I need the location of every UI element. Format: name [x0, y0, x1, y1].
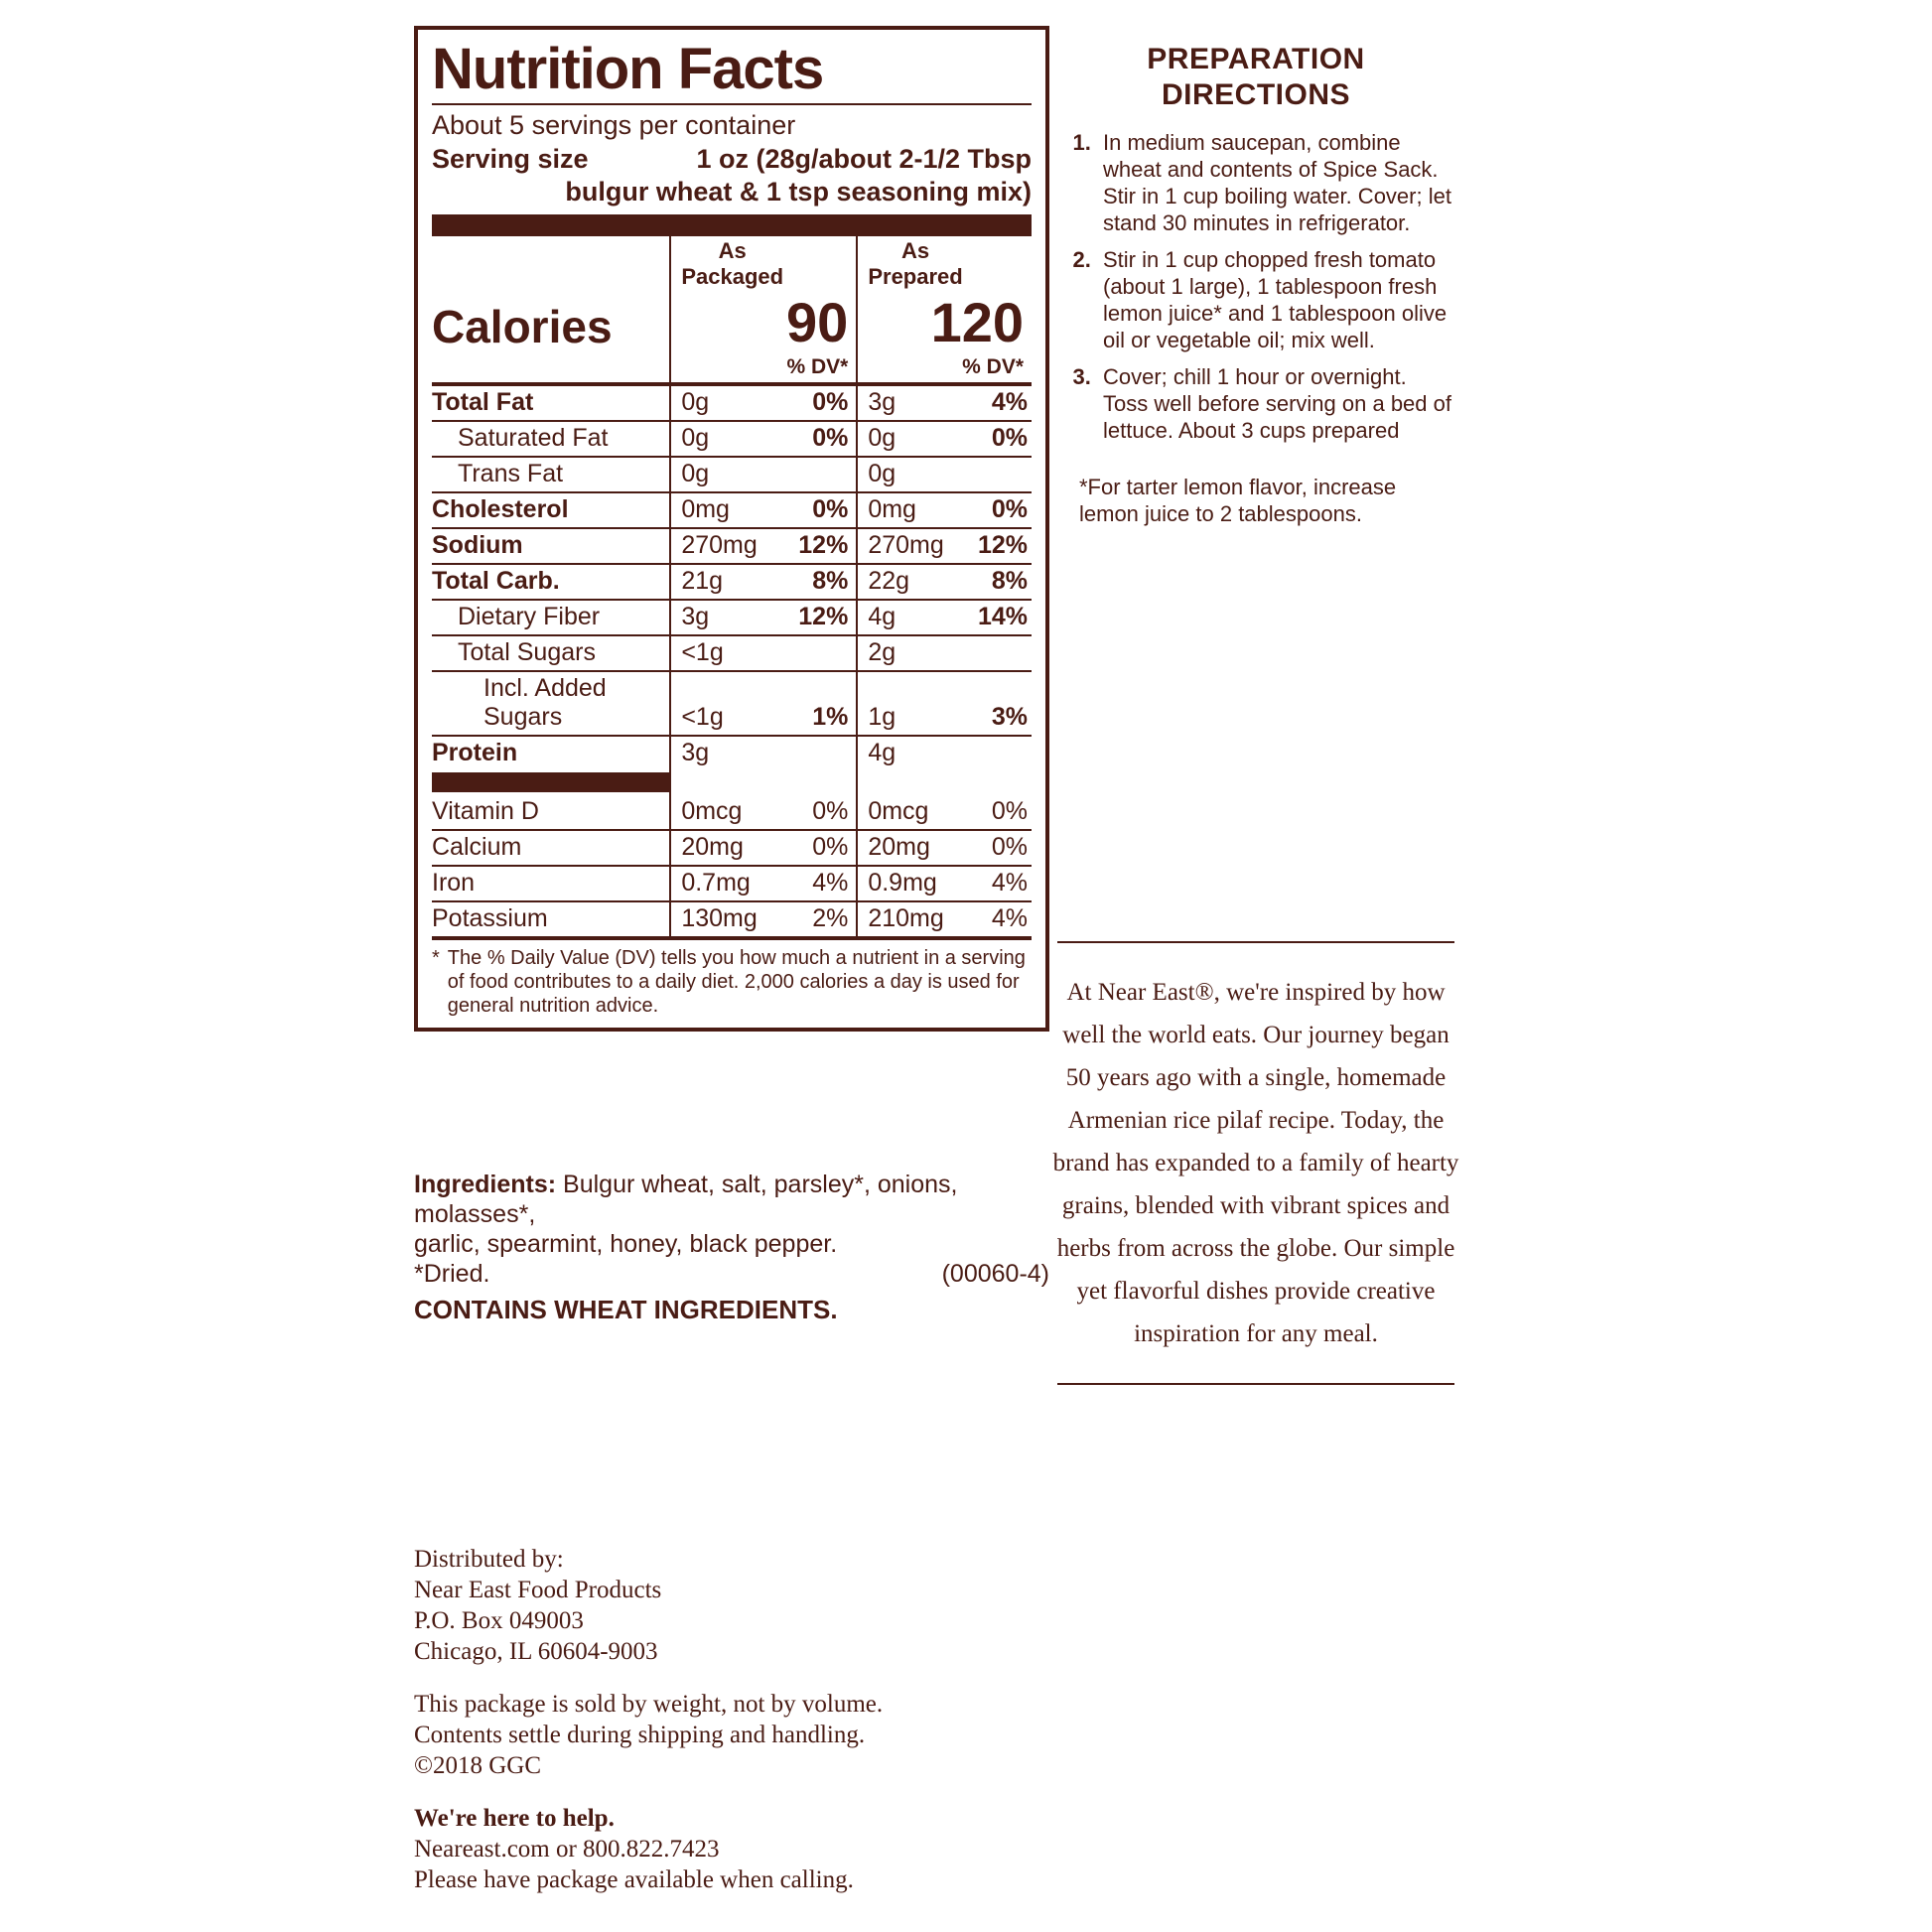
dv-header-row — [432, 353, 1032, 384]
weight-notice-1: This package is sold by weight, not by volume. — [414, 1691, 884, 1718]
amount-as-packaged: 0g — [670, 457, 783, 492]
dv-as-packaged: 0% — [783, 384, 857, 421]
nutrient-name: Calcium — [432, 830, 670, 866]
dv-as-prepared: 0% — [963, 830, 1032, 866]
dried-note: *Dried. — [414, 1260, 490, 1288]
help-instruction: Please have package available when calling. — [414, 1866, 854, 1893]
thick-divider — [432, 214, 1032, 236]
section-separator-bar — [432, 770, 1032, 795]
dv-as-prepared — [963, 736, 1032, 770]
dv-as-prepared: 4% — [963, 384, 1032, 421]
dv-as-prepared: 3% — [963, 671, 1032, 736]
amount-as-packaged: <1g — [670, 635, 783, 671]
table-row — [432, 795, 1032, 830]
nutrient-name: Total Fat — [432, 384, 670, 421]
dv-as-prepared: 4% — [963, 866, 1032, 901]
amount-as-packaged: 3g — [670, 600, 783, 635]
footnote-asterisk: * — [432, 947, 440, 969]
daily-value-footnote — [432, 946, 1032, 1018]
serving-size-row — [432, 143, 1032, 176]
dv-as-packaged: 1% — [783, 671, 857, 736]
amount-as-prepared: 22g — [857, 564, 962, 600]
dv-as-packaged: 4% — [783, 866, 857, 901]
as-prepared-header: As Prepared — [857, 236, 962, 293]
amount-as-prepared: 4g — [857, 600, 962, 635]
dv-as-prepared: 12% — [963, 528, 1032, 564]
table-row — [432, 866, 1032, 901]
table-row — [432, 457, 1032, 492]
ingredients-text-2: garlic, spearmint, honey, black pepper. — [414, 1230, 838, 1258]
dried-and-code-row — [414, 1259, 1049, 1289]
divider — [432, 103, 1032, 105]
amount-as-packaged: 0g — [670, 421, 783, 457]
column-headers-row — [432, 236, 1032, 293]
amount-as-prepared: 210mg — [857, 901, 962, 938]
allergen-statement: CONTAINS WHEAT INGREDIENTS. — [414, 1295, 838, 1324]
empty-cell — [432, 236, 670, 293]
table-row — [432, 830, 1032, 866]
table-row — [432, 421, 1032, 457]
empty-cell-2 — [432, 353, 670, 384]
calories-as-packaged: 90 — [670, 293, 857, 353]
amount-as-packaged: 0mcg — [670, 795, 783, 830]
as-packaged-header: As Packaged — [670, 236, 783, 293]
table-row — [432, 564, 1032, 600]
amount-as-packaged: 21g — [670, 564, 783, 600]
table-row — [432, 384, 1032, 421]
spacer-a — [783, 236, 857, 293]
package-code: (00060-4) — [941, 1260, 1049, 1288]
nutrition-facts-title: Nutrition Facts — [432, 37, 824, 101]
dv-header-a: % DV* — [670, 353, 857, 384]
amount-as-prepared: 3g — [857, 384, 962, 421]
amount-as-prepared: 1g — [857, 671, 962, 736]
dv-as-prepared: 0% — [963, 795, 1032, 830]
city-state-zip: Chicago, IL 60604-9003 — [414, 1638, 658, 1665]
dv-as-packaged: 12% — [783, 600, 857, 635]
divider-bottom — [1057, 1383, 1454, 1385]
po-box: P.O. Box 049003 — [414, 1607, 584, 1634]
list-item: 2. Stir in 1 cup chopped fresh tomato (about 1 large), 1 tablespoon fresh lemon juice* and 1 tablespoon olive oil or vegetable oil; mix well. — [1097, 246, 1454, 353]
amount-as-packaged: <1g — [670, 671, 783, 736]
calories-as-prepared: 120 — [857, 293, 1032, 353]
amount-as-prepared: 0mcg — [857, 795, 962, 830]
table-row — [432, 635, 1032, 671]
brand-story-text: At Near East®, we're inspired by how well the world eats. Our journey began 50 years ago with a single, homemade Armenian rice pilaf recipe. Today, the brand has expanded to a family of hearty grains, blended with vibrant spices and herbs from across the globe. Our simple yet flavorful dishes provide creative inspiration for any meal. — [1052, 979, 1459, 1347]
dv-as-prepared — [963, 635, 1032, 671]
list-item: 1. In medium saucepan, combine wheat and contents of Spice Sack. Stir in 1 cup boiling water. Cover; let stand 30 minutes in refrigerator. — [1097, 129, 1454, 236]
preparation-title-line-1: PREPARATION — [1147, 43, 1365, 75]
table-row — [432, 901, 1032, 938]
table-row — [432, 528, 1032, 564]
dv-as-packaged — [783, 736, 857, 770]
amount-as-packaged: 20mg — [670, 830, 783, 866]
dv-as-prepared: 8% — [963, 564, 1032, 600]
table-row — [432, 736, 1032, 770]
dv-as-packaged — [783, 635, 857, 671]
servings-per-container: About 5 servings per container — [432, 110, 796, 140]
ingredients-label: Ingredients: — [414, 1171, 557, 1198]
nutrition-table — [432, 236, 1032, 940]
dv-as-prepared: 0% — [963, 492, 1032, 528]
dv-as-prepared — [963, 457, 1032, 492]
calories-row — [432, 293, 1032, 353]
footnote-text: The % Daily Value (DV) tells you how much a nutrient in a serving of food contributes to a daily diet. 2,000 calories a day is used for general nutrition advice. — [447, 947, 1026, 1017]
distributed-by-label: Distributed by: — [414, 1546, 564, 1573]
brand-story-section — [1052, 941, 1459, 1385]
amount-as-prepared: 2g — [857, 635, 962, 671]
dv-as-packaged: 12% — [783, 528, 857, 564]
amount-as-prepared: 0mg — [857, 492, 962, 528]
nutrient-name: Dietary Fiber — [432, 600, 670, 635]
list-item: 3. Cover; chill 1 hour or overnight. Toss well before serving on a bed of lettuce. About 3 cups prepared — [1097, 363, 1454, 444]
dv-as-packaged: 0% — [783, 421, 857, 457]
dv-as-packaged: 0% — [783, 830, 857, 866]
nutrient-name: Potassium — [432, 901, 670, 938]
weight-notice-2: Contents settle during shipping and handling. — [414, 1722, 866, 1748]
dv-as-packaged: 8% — [783, 564, 857, 600]
dv-as-prepared: 14% — [963, 600, 1032, 635]
nutrient-name: Trans Fat — [432, 457, 670, 492]
nutrition-facts-panel — [414, 26, 1049, 1032]
dv-as-packaged — [783, 457, 857, 492]
divider-top — [1057, 941, 1454, 943]
preparation-footnote: *For tarter lemon flavor, increase lemon juice to 2 tablespoons. — [1079, 475, 1397, 526]
amount-as-packaged: 0mg — [670, 492, 783, 528]
amount-as-prepared: 0.9mg — [857, 866, 962, 901]
preparation-directions-section — [1057, 42, 1454, 527]
table-row — [432, 600, 1032, 635]
nutrient-name: Iron — [432, 866, 670, 901]
company-name: Near East Food Products — [414, 1577, 662, 1603]
amount-as-prepared: 270mg — [857, 528, 962, 564]
dv-header-b: % DV* — [857, 353, 1032, 384]
nutrient-name: Saturated Fat — [432, 421, 670, 457]
nutrient-name: Total Carb. — [432, 564, 670, 600]
nutrient-name: Sodium — [432, 528, 670, 564]
dv-as-packaged: 2% — [783, 901, 857, 938]
preparation-title — [1057, 42, 1454, 113]
nutrient-name: Cholesterol — [432, 492, 670, 528]
copyright: ©2018 GGC — [414, 1752, 542, 1779]
preparation-steps-list — [1057, 129, 1454, 444]
serving-size-value: 1 oz (28g/about 2-1/2 Tbsp — [696, 144, 1032, 174]
amount-as-prepared: 4g — [857, 736, 962, 770]
preparation-title-line-2: DIRECTIONS — [1161, 78, 1350, 111]
ingredients-text-1: Bulgur wheat, salt, parsley*, onions, molasses*, — [414, 1171, 958, 1228]
spacer-b — [963, 236, 1032, 293]
amount-as-packaged: 0.7mg — [670, 866, 783, 901]
serving-size-value-cont: bulgur wheat & 1 tsp seasoning mix) — [565, 177, 1032, 207]
amount-as-prepared: 20mg — [857, 830, 962, 866]
calories-label: Calories — [432, 301, 613, 352]
table-row — [432, 671, 1032, 736]
nutrient-name: Vitamin D — [432, 795, 670, 830]
nutrient-name: Total Sugars — [432, 635, 670, 671]
amount-as-packaged: 3g — [670, 736, 783, 770]
nutrient-name: Incl. Added Sugars — [432, 671, 670, 736]
amount-as-packaged: 0g — [670, 384, 783, 421]
amount-as-packaged: 270mg — [670, 528, 783, 564]
nutrient-name: Protein — [432, 739, 518, 766]
dv-as-packaged: 0% — [783, 492, 857, 528]
ingredients-line-1 — [414, 1170, 1049, 1229]
ingredients-section — [414, 1170, 1049, 1324]
dv-as-prepared: 0% — [963, 421, 1032, 457]
amount-as-prepared: 0g — [857, 457, 962, 492]
distributed-by-section — [414, 1544, 1049, 1895]
dv-as-prepared: 4% — [963, 901, 1032, 938]
dv-as-packaged: 0% — [783, 795, 857, 830]
help-contact[interactable]: Neareast.com or 800.822.7423 — [414, 1836, 720, 1863]
help-title: We're here to help. — [414, 1805, 615, 1832]
amount-as-prepared: 0g — [857, 421, 962, 457]
table-row — [432, 492, 1032, 528]
serving-size-label: Serving size — [432, 144, 589, 174]
amount-as-packaged: 130mg — [670, 901, 783, 938]
